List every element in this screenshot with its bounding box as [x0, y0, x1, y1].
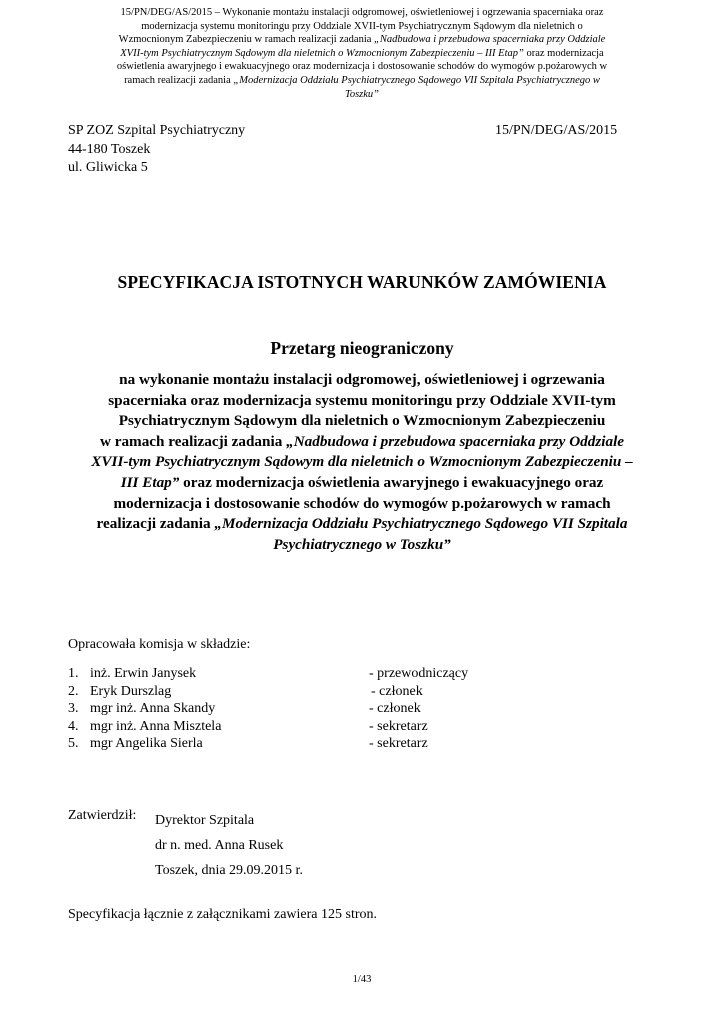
hospital-address — [68, 122, 245, 178]
document-title: SPECYFIKACJA ISTOTNYCH WARUNKÓW ZAMÓWIENIA — [117, 272, 607, 292]
subject-line: na wykonanie montażu instalacji odgromowej, oświetleniowej i ogrzewania — [119, 371, 605, 388]
header-text-italic: XVII-tym Psychiatrycznym Sądowym dla nieletnich o Wzmocnionym Zabezpieczeniu – III Etap” — [120, 47, 524, 59]
hospital-name: SP ZOZ Szpital Psychiatryczny — [68, 123, 246, 138]
subject-line: modernizacja i dostosowanie schodów do wymogów p.pożarowych w ramach — [113, 494, 611, 512]
header-line: 15/PN/DEG/AS/2015 – Wykonanie montażu instalacji odgromowej, oświetleniowej i ogrzewania spacerniaka oraz — [120, 7, 604, 18]
member-role: - sekretarz — [369, 718, 428, 734]
committee-list — [68, 665, 568, 753]
hospital-street: ul. Gliwicka 5 — [68, 160, 148, 176]
subject-text-italic: „Modernizacja Oddziału Psychiatrycznego Sądowego VII Szpitala — [214, 515, 628, 533]
subject-text: realizacji zadania — [96, 515, 215, 533]
subject-line — [62, 514, 662, 535]
header-text: Wzmocnionym Zabezpieczeniu w ramach realizacji zadania — [118, 34, 375, 46]
header-text-italic: Toszku” — [344, 88, 380, 100]
header-line — [60, 74, 664, 88]
document-subtitle: Przetarg nieograniczony — [270, 338, 454, 358]
approver-position: Dyrektor Szpitala — [155, 813, 255, 828]
member-number: 2. — [68, 683, 79, 699]
pages-note: Specyfikacja łącznie z załącznikami zawiera 125 stron. — [68, 907, 378, 922]
header-line — [60, 47, 664, 61]
member-name: mgr inż. Anna Misztela — [90, 718, 222, 734]
header-line — [60, 88, 664, 102]
subject-text-italic: „Nadbudowa i przebudowa spacerniaka przy Oddziale — [286, 432, 625, 450]
hospital-city: 44-180 Toszek — [68, 141, 151, 157]
header-line — [60, 33, 664, 47]
member-name: Eryk Durszlag — [90, 683, 172, 699]
approver-block — [155, 808, 303, 883]
member-role: - członek — [369, 701, 421, 716]
subject-line — [62, 535, 662, 556]
member-name: mgr inż. Anna Skandy — [90, 701, 216, 716]
member-role: - sekretarz — [369, 736, 428, 751]
subject-text-italic: Psychiatrycznego w Toszku” — [273, 535, 451, 553]
approver-name: dr n. med. Anna Rusek — [155, 838, 284, 853]
header-text-italic: „Nadbudowa i przebudowa spacerniaka przy Oddziale — [374, 34, 606, 46]
member-number: 5. — [68, 736, 79, 751]
member-role: - przewodniczący — [369, 666, 469, 681]
header-text: ramach realizacji zadania — [124, 74, 234, 86]
approval-place-date: Toszek, dnia 29.09.2015 r. — [155, 863, 303, 878]
running-header — [60, 6, 664, 101]
reference-number: 15/PN/DEG/AS/2015 — [495, 123, 618, 138]
approved-label: Zatwierdził: — [68, 808, 137, 823]
member-number: 1. — [68, 666, 79, 681]
committee-member — [68, 665, 568, 683]
committee-member — [68, 683, 568, 701]
member-number: 3. — [68, 701, 79, 716]
subject-line: spacerniaka oraz modernizacja systemu monitoringu przy Oddziale XVII-tym — [108, 391, 616, 409]
committee-member — [68, 735, 568, 753]
header-text: oraz modernizacja — [523, 47, 604, 59]
subject-text-italic: XVII-tym Psychiatrycznym Sądowym dla nieletnich o Wzmocnionym Zabezpieczeniu – — [91, 453, 633, 471]
member-role: - członek — [371, 683, 423, 699]
subject-text-italic: III Etap” — [120, 473, 180, 491]
subject-line — [62, 473, 662, 494]
header-line: oświetlenia awaryjnego i ewakuacyjnego oraz modernizacja i dostosowanie schodów do wymogów p.pożarowych w — [116, 61, 608, 73]
header-text-italic: „Modernizacja Oddziału Psychiatrycznego Sądowego VII Szpitala Psychiatrycznego w — [233, 74, 600, 86]
subject-line: Psychiatrycznym Sądowym dla nieletnich o Wzmocnionym Zabezpieczeniu — [118, 412, 606, 430]
committee-member — [68, 718, 568, 736]
member-name: mgr Angelika Sierla — [90, 736, 203, 751]
committee-member — [68, 700, 568, 718]
subject-line — [62, 452, 662, 473]
header-line: modernizacja systemu monitoringu przy Oddziale XVII-tym Psychiatrycznym Sądowym dla nieletnich o — [141, 20, 583, 32]
subject-line — [62, 432, 662, 453]
subject-text: w ramach realizacji zadania — [99, 432, 287, 450]
page-number: 1/43 — [352, 974, 372, 985]
tender-subject — [62, 370, 662, 555]
subject-text: oraz modernizacja oświetlenia awaryjnego i ewakuacyjnego oraz — [179, 473, 604, 491]
member-name: inż. Erwin Janysek — [90, 666, 197, 681]
committee-label: Opracowała komisja w składzie: — [68, 637, 251, 652]
member-number: 4. — [68, 718, 79, 734]
